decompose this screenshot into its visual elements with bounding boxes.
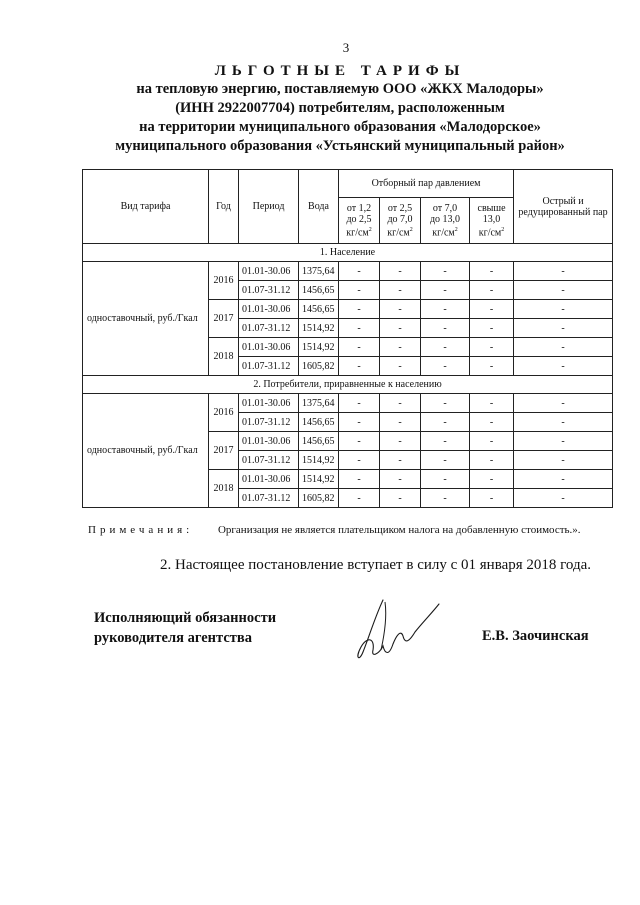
tariff-table (82, 169, 613, 508)
header-water: Вода (299, 170, 339, 244)
steam-cell: - (380, 281, 421, 300)
signer-position (94, 608, 276, 648)
header-steam-group: Отборный пар давлением (339, 170, 514, 198)
note-text: Организация не является плательщиком налога на добавленную стоимость.». (217, 524, 581, 536)
steam-cell: - (339, 451, 380, 470)
title-line: на тепловую энергию, поставляемую ООО «ЖКХ Малодоры» (136, 81, 544, 97)
period-cell: 01.01-30.06 (239, 300, 299, 319)
steam-cell: - (380, 489, 421, 508)
sharp-steam-cell: - (514, 470, 613, 489)
steam-cell: - (470, 413, 514, 432)
steam-cell: - (339, 262, 380, 281)
steam-cell: - (380, 451, 421, 470)
header-steam-2 (380, 198, 421, 244)
steam-cell: - (380, 319, 421, 338)
steam-cell: - (470, 394, 514, 413)
steam-cell: - (421, 470, 470, 489)
year-cell: 2018 (209, 470, 239, 508)
water-cell: 1514,92 (299, 451, 339, 470)
sharp-steam-cell: - (514, 489, 613, 508)
page-number: 3 (342, 40, 350, 55)
header-steam-3-to: до 13,0 (429, 213, 461, 225)
steam-cell: - (470, 489, 514, 508)
steam-cell: - (339, 357, 380, 376)
steam-cell: - (380, 394, 421, 413)
document-title (80, 62, 600, 156)
note (88, 524, 628, 536)
header-steam-4-from: свыше (477, 202, 506, 214)
period-cell: 01.01-30.06 (239, 338, 299, 357)
steam-cell: - (470, 470, 514, 489)
steam-cell: - (421, 319, 470, 338)
steam-cell: - (339, 319, 380, 338)
steam-cell: - (339, 432, 380, 451)
header-steam-4 (470, 198, 514, 244)
header-steam-3-from: от 7,0 (432, 202, 458, 214)
header-steam-1-to: до 2,5 (346, 213, 372, 225)
header-unit: кг/см (387, 227, 410, 239)
header-unit: кг/см (346, 227, 369, 239)
header-sharp-steam: Острый и редуцированный пар (514, 170, 613, 244)
header-steam-2-to: до 7,0 (387, 213, 413, 225)
steam-cell: - (380, 470, 421, 489)
period-cell: 01.07-31.12 (239, 413, 299, 432)
sharp-steam-cell: - (514, 262, 613, 281)
steam-cell: - (421, 432, 470, 451)
tariff-kind: одноставочный, руб./Гкал (83, 262, 209, 376)
sharp-steam-cell: - (514, 319, 613, 338)
period-cell: 01.01-30.06 (239, 394, 299, 413)
steam-cell: - (421, 262, 470, 281)
period-cell: 01.07-31.12 (239, 451, 299, 470)
steam-cell: - (380, 338, 421, 357)
sharp-steam-cell: - (514, 357, 613, 376)
steam-cell: - (339, 394, 380, 413)
header-steam-3 (421, 198, 470, 244)
period-cell: 01.01-30.06 (239, 470, 299, 489)
steam-cell: - (380, 300, 421, 319)
period-cell: 01.01-30.06 (239, 262, 299, 281)
year-cell: 2018 (209, 338, 239, 376)
sharp-steam-cell: - (514, 300, 613, 319)
steam-cell: - (470, 451, 514, 470)
steam-cell: - (421, 394, 470, 413)
title-main: ЛЬГОТНЫЕ ТАРИФЫ (214, 63, 466, 79)
steam-cell: - (470, 300, 514, 319)
header-steam-1 (339, 198, 380, 244)
title-line: (ИНН 2922007704) потребителям, расположенным (175, 100, 505, 116)
title-line: на территории муниципального образования «Малодорское» (139, 119, 541, 135)
sharp-steam-cell: - (514, 281, 613, 300)
period-cell: 01.07-31.12 (239, 319, 299, 338)
year-cell: 2016 (209, 262, 239, 300)
steam-cell: - (470, 262, 514, 281)
steam-cell: - (470, 338, 514, 357)
group-title: 2. Потребители, приравненные к населению (83, 376, 613, 394)
period-cell: 01.07-31.12 (239, 357, 299, 376)
sharp-steam-cell: - (514, 451, 613, 470)
title-line: муниципального образования «Устьянский муниципальный район» (115, 138, 565, 154)
header-unit-power: 2 (501, 226, 505, 233)
year-cell: 2017 (209, 432, 239, 470)
steam-cell: - (421, 451, 470, 470)
sharp-steam-cell: - (514, 413, 613, 432)
header-period: Период (239, 170, 299, 244)
header-steam-4-to: 13,0 (482, 213, 501, 225)
year-cell: 2017 (209, 300, 239, 338)
effective-date-paragraph: 2. Настоящее постановление вступает в силу с 01 января 2018 года. (160, 557, 592, 573)
period-cell: 01.07-31.12 (239, 489, 299, 508)
group-title: 1. Население (83, 244, 613, 262)
water-cell: 1375,64 (299, 262, 339, 281)
water-cell: 1514,92 (299, 319, 339, 338)
steam-cell: - (421, 413, 470, 432)
steam-cell: - (339, 300, 380, 319)
steam-cell: - (421, 281, 470, 300)
signer-position-line: Исполняющий обязанности (94, 610, 277, 626)
header-year: Год (209, 170, 239, 244)
steam-cell: - (470, 319, 514, 338)
note-label: Примечания: (88, 524, 194, 536)
handwritten-signature (345, 592, 445, 672)
steam-cell: - (421, 338, 470, 357)
water-cell: 1456,65 (299, 413, 339, 432)
water-cell: 1605,82 (299, 489, 339, 508)
signer-position-line: руководителя агентства (94, 630, 252, 646)
steam-cell: - (380, 262, 421, 281)
water-cell: 1456,65 (299, 281, 339, 300)
header-unit-power: 2 (368, 226, 372, 233)
sharp-steam-cell: - (514, 338, 613, 357)
steam-cell: - (421, 357, 470, 376)
header-kind: Вид тарифа (83, 170, 209, 244)
header-unit-power: 2 (454, 226, 458, 233)
steam-cell: - (339, 413, 380, 432)
steam-cell: - (470, 357, 514, 376)
sharp-steam-cell: - (514, 394, 613, 413)
water-cell: 1456,65 (299, 432, 339, 451)
steam-cell: - (339, 489, 380, 508)
steam-cell: - (421, 489, 470, 508)
period-cell: 01.01-30.06 (239, 432, 299, 451)
steam-cell: - (470, 432, 514, 451)
sharp-steam-cell: - (514, 432, 613, 451)
header-unit: кг/см (478, 227, 502, 239)
steam-cell: - (339, 281, 380, 300)
water-cell: 1514,92 (299, 338, 339, 357)
signer-name: Е.В. Заочинская (482, 628, 589, 644)
water-cell: 1375,64 (299, 394, 339, 413)
tariff-kind: одноставочный, руб./Гкал (83, 394, 209, 508)
steam-cell: - (380, 413, 421, 432)
steam-cell: - (380, 357, 421, 376)
header-steam-2-from: от 2,5 (387, 202, 413, 214)
steam-cell: - (380, 432, 421, 451)
water-cell: 1514,92 (299, 470, 339, 489)
period-cell: 01.07-31.12 (239, 281, 299, 300)
header-steam-1-from: от 1,2 (346, 202, 372, 214)
header-unit: кг/см (432, 227, 455, 239)
steam-cell: - (421, 300, 470, 319)
steam-cell: - (339, 338, 380, 357)
steam-cell: - (339, 470, 380, 489)
water-cell: 1605,82 (299, 357, 339, 376)
water-cell: 1456,65 (299, 300, 339, 319)
header-unit-power: 2 (409, 226, 413, 233)
steam-cell: - (470, 281, 514, 300)
year-cell: 2016 (209, 394, 239, 432)
